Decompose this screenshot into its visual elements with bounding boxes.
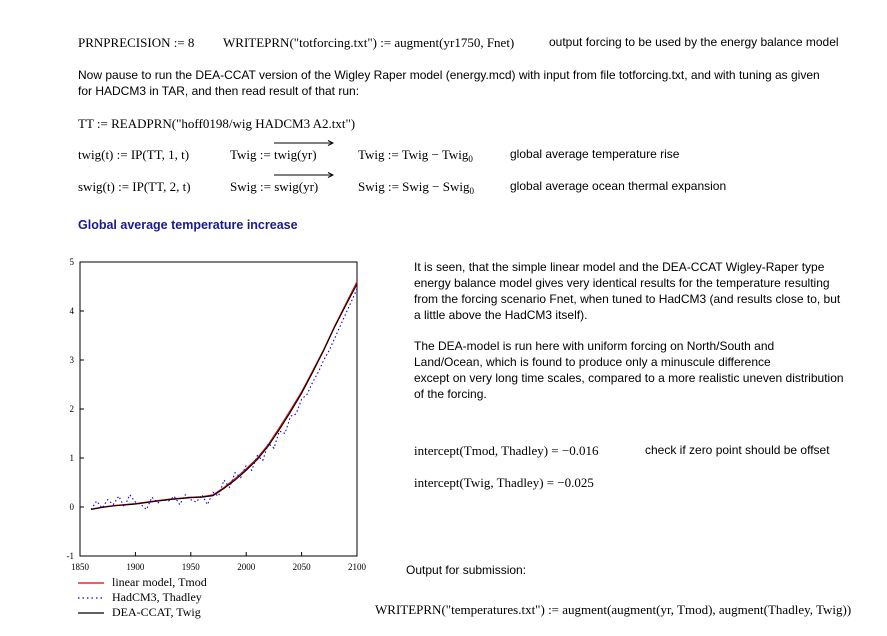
legend-swatch-icon — [78, 593, 106, 603]
explanation-line: a little above the HadCM3 itself). — [414, 308, 588, 322]
swig-vectorize-rhs: swig(yr) — [274, 179, 319, 194]
swig-comment: global average ocean thermal expansion — [510, 179, 727, 193]
twig-vectorize-rhs: twig(yr) — [273, 147, 317, 162]
x-tick-label: 2100 — [348, 562, 366, 572]
explanation-line: from the forcing scenario Fnet, when tuned to HadCM3 (and results close to, but — [414, 292, 841, 306]
legend-item — [78, 575, 207, 590]
legend-swatch-icon — [78, 578, 106, 588]
y-tick-label: 4 — [69, 306, 74, 316]
intercept-comment: check if zero point should be offset — [645, 443, 830, 457]
section-heading: Global average temperature increase — [78, 218, 298, 232]
legend-label: DEA-CCAT, Twig — [112, 605, 201, 619]
output-label: Output for submission: — [406, 563, 527, 577]
swig-offset-index: 0 — [469, 186, 474, 196]
temperature-chart[interactable] — [60, 254, 378, 576]
twig-vectorize-lhs: Twig := — [230, 147, 274, 162]
x-tick-label: 1900 — [126, 562, 145, 572]
twig-offset-index: 0 — [468, 154, 473, 164]
intercept-tmod-result[interactable]: intercept(Tmod, Thadley) = −0.016 — [414, 443, 599, 458]
explanation-paragraph-1 — [414, 259, 840, 323]
x-tick-label: 2000 — [237, 562, 256, 572]
plot-frame — [80, 262, 357, 556]
legend-item — [78, 590, 202, 605]
vectorize-arrow-icon — [274, 140, 334, 146]
explanation-line: except on very long time scales, compared to a more realistic uneven distribution — [414, 371, 844, 385]
legend-label: HadCM3, Thadley — [112, 590, 202, 604]
swig-vectorize-lhs: Swig := — [230, 179, 275, 194]
legend-item — [78, 605, 201, 620]
x-tick-label: 1850 — [71, 562, 89, 572]
writeprn-totforcing-statement[interactable]: WRITEPRN("totforcing.txt") := augment(yr1750, Fnet) — [223, 35, 515, 50]
explanation-line: It is seen, that the simple linear model and the DEA-CCAT Wigley-Raper type — [414, 260, 825, 274]
intercept-twig-result[interactable]: intercept(Twig, Thadley) = −0.025 — [414, 475, 594, 490]
twig-comment: global average temperature rise — [510, 147, 680, 161]
explanation-paragraph-2 — [414, 338, 844, 402]
y-tick-label: -1 — [66, 551, 74, 561]
writeprn-temperatures-statement[interactable]: WRITEPRN("temperatures.txt") := augment(augment(yr, Tmod), augment(Thadley, Twig)) — [375, 602, 852, 617]
vectorize-operator — [274, 147, 317, 163]
swig-vectorize-statement[interactable] — [230, 179, 318, 195]
explanation-line: The DEA-model is run here with uniform forcing on North/South and — [414, 339, 775, 353]
writeprn-comment: output forcing to be used by the energy balance model — [549, 35, 839, 49]
vectorize-operator — [274, 179, 318, 195]
twig-vectorize-statement[interactable] — [230, 147, 317, 163]
swig-definition[interactable]: swig(t) := IP(TT, 2, t) — [78, 179, 191, 194]
twig-definition[interactable]: twig(t) := IP(TT, 1, t) — [78, 147, 190, 162]
x-tick-label: 2050 — [292, 562, 311, 572]
y-tick-label: 5 — [69, 257, 74, 267]
y-tick-label: 1 — [69, 453, 74, 463]
prnprecision-statement[interactable]: PRNPRECISION := 8 — [78, 35, 195, 50]
x-tick-label: 1950 — [181, 562, 200, 572]
explanation-line: energy balance model gives very identical results for the temperature resulting — [414, 276, 830, 290]
twig-offset-expr: Twig := Twig − Twig — [358, 147, 469, 162]
intro-line-2: for HADCM3 in TAR, and then read result of that run: — [78, 84, 360, 98]
y-tick-label: 0 — [69, 502, 74, 512]
readprn-statement[interactable]: TT := READPRN("hoff0198/wig HADCM3 A2.txt") — [78, 116, 356, 131]
explanation-line: of the forcing. — [414, 387, 487, 401]
swig-offset-expr: Swig := Swig − Swig — [358, 179, 470, 194]
y-tick-label: 2 — [69, 404, 74, 414]
swig-offset-statement[interactable] — [358, 179, 474, 196]
twig-offset-statement[interactable] — [358, 147, 473, 164]
y-tick-label: 3 — [69, 355, 74, 365]
explanation-line: Land/Ocean, which is found to produce only a minuscule difference — [414, 355, 771, 369]
legend-label: linear model, Tmod — [112, 575, 207, 589]
legend-swatch-icon — [78, 608, 106, 618]
intro-line-1: Now pause to run the DEA-CCAT version of the Wigley Raper model (energy.mcd) with input from file totforcing.txt, and with tuning as given — [78, 68, 820, 82]
vectorize-arrow-icon — [274, 172, 334, 178]
